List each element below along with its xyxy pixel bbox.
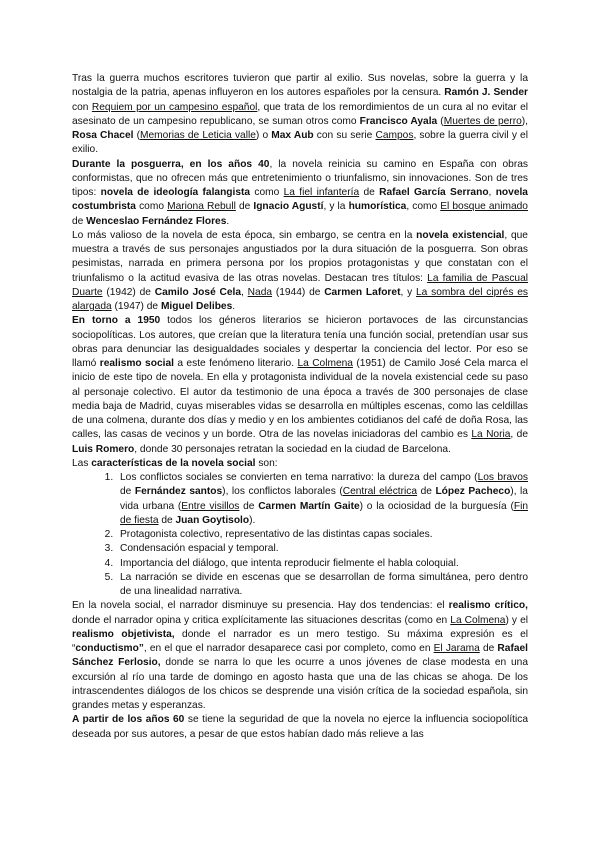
list-item: 4. Importancia del diálogo, que intenta reproducir fielmente el habla coloquial. [116, 557, 528, 571]
paragraph-postwar: Durante la posguerra, en los años 40, la novela reinicia su camino en España con obras conformistas, que no ofrecen más que entretenimiento o triunfalismo, sin innovaciones. Son de tres tipos: novela de ideología falangista como La fiel infantería de Rafael García Serrano, novela costumbrista como Mariona Rebull de Ignacio Agustí, y la humorística, como El bosque animado de Wenceslao Fernández Flores. [72, 158, 528, 227]
book-title: Memorias de Leticia valle [140, 130, 256, 141]
paragraph-narrator: En la novela social, el narrador disminuye su presencia. Hay dos tendencias: el realismo crítico, donde el narrador opina y critica explícitamente las situaciones descritas (como en La Colmena) y el realismo objetivista, donde el narrador es un mero testigo. Su máxima expresión es el “conductismo”, en el que el narrador desaparece casi por completo, como en El Jarama de Rafael Sánchez Ferlosio, donde se narra lo que les ocurre a unos jóvenes de clase modesta en una excursión al río una tarde de domingo en agosto hasta que una de las chicas se ahoga. De los intrascendentes diálogos de los chicos se desprende una visión crítica de la sociedad española, sin grandes metas y esperanzas. [72, 600, 529, 711]
list-item: 1. Los conflictos sociales se convierten en tema narrativo: la dureza del campo (Los bravos de Fernández santos), los conflictos laborales (Central eléctrica de López Pacheco), la vida urbana (Entre visillos de Carmen Martín Gaite) o la ociosidad de la burguesía (Fin de fiesta de Juan Goytisolo). [116, 471, 528, 528]
paragraph-list-intro: Las características de la novela social son: [72, 457, 278, 469]
book-title: La fiel infantería [283, 187, 360, 198]
book-title: Muertes de perro [443, 115, 522, 127]
book-title: Mariona Rebull [167, 201, 236, 213]
book-title: El Jarama [433, 643, 480, 654]
book-title: Central eléctrica [342, 486, 418, 498]
characteristics-list [72, 471, 528, 599]
paragraph-exile: Tras la guerra muchos escritores tuvieron que partir al exilio. Sus novelas, sobre la guerra y la nostalgia de la patria, apenas influyeron en los autores españoles por la censura. Ramón J. Sender con Requiem por un campesino español, que trata de los remordimientos de un cura al no evitar el asesinato de un campesino republicano, se suman otros como Francisco Ayala (Muertes de perro), Rosa Chacel (Memorias de Leticia valle) o Max Aub con su serie Campos, sobre la guerra civil y el exilio. [72, 73, 528, 156]
book-title: El bosque animado [440, 201, 528, 213]
book-title: Nada [247, 286, 273, 298]
book-title: Entre visillos [181, 500, 240, 512]
book-title: La Colmena [297, 358, 353, 369]
book-title: Fin de fiesta [120, 500, 529, 526]
book-title: La Colmena [450, 614, 506, 626]
book-title: Los bravos [477, 472, 528, 483]
paragraph-existential: Lo más valioso de la novela de esta época, sin embargo, se centra en la novela existencial, que muestra a través de sus personajes angustiados por la dura situación de la posguerra. Son obras pesimistas, narrada en primera persona por los propios protagonistas y que constatan con el triunfalismo o la actitud evasiva de las otras novelas. Destacan tres títulos: La familia de Pascual Duarte (1942) de Camilo José Cela, Nada (1944) de Carmen Laforet, y La sombra del ciprés es alargada (1947) de Miguel Delibes. [72, 229, 529, 312]
list-item: 3. Condensación espacial y temporal. [116, 542, 528, 556]
book-title: Requiem por un campesino español [91, 101, 258, 113]
book-title: Campos [375, 130, 414, 141]
book-title: La Noria [471, 429, 511, 441]
paragraph-1950: En torno a 1950 todos los géneros literarios se hicieron portavoces de las circunstancias sociopolíticas. Los autores, que creían que la literatura tenía una función social, pretendían usar sus obras para denunciar las desigualdades sociales y despertar la conciencia del lector. Por eso se llamó realismo social a este fenómeno literario. La Colmena (1951) de Camilo José Cela marca el inicio de este tipo de novela. En ella y protagonista individual de la novela existencial cede su paso al personaje colectivo. El autor da testimonio de una época a través de 300 personajes de clase media baja de Madrid, cuyas miserables vidas se desarrolla en múltiples escenas, como las celdillas de una colmena, durante dos días y medio y en los ambientes cotidianos del café de doña Rosa, las calles, las casas de vecinos y un borde. Otra de las novelas iniciadoras del cambio es La Noria, de Luis Romero, donde 30 personajes retratan la sociedad en la ciudad de Barcelona. [72, 315, 528, 455]
book-title: La familia de Pascual Duarte [72, 272, 529, 298]
list-item: 2. Protagonista colectivo, representativo de las distintas capas sociales. [116, 528, 528, 542]
book-title: La sombra del ciprés es alargada [72, 286, 528, 312]
paragraph-1960: A partir de los años 60 se tiene la seguridad de que la novela no ejerce la influencia sociopolítica deseada por sus autores, a pesar de que estos habían dado más relieve a las [72, 714, 529, 740]
list-item: 5. La narración se divide en escenas que se desarrollan de forma simultánea, pero dentro de una linealidad narrativa. [116, 571, 528, 600]
